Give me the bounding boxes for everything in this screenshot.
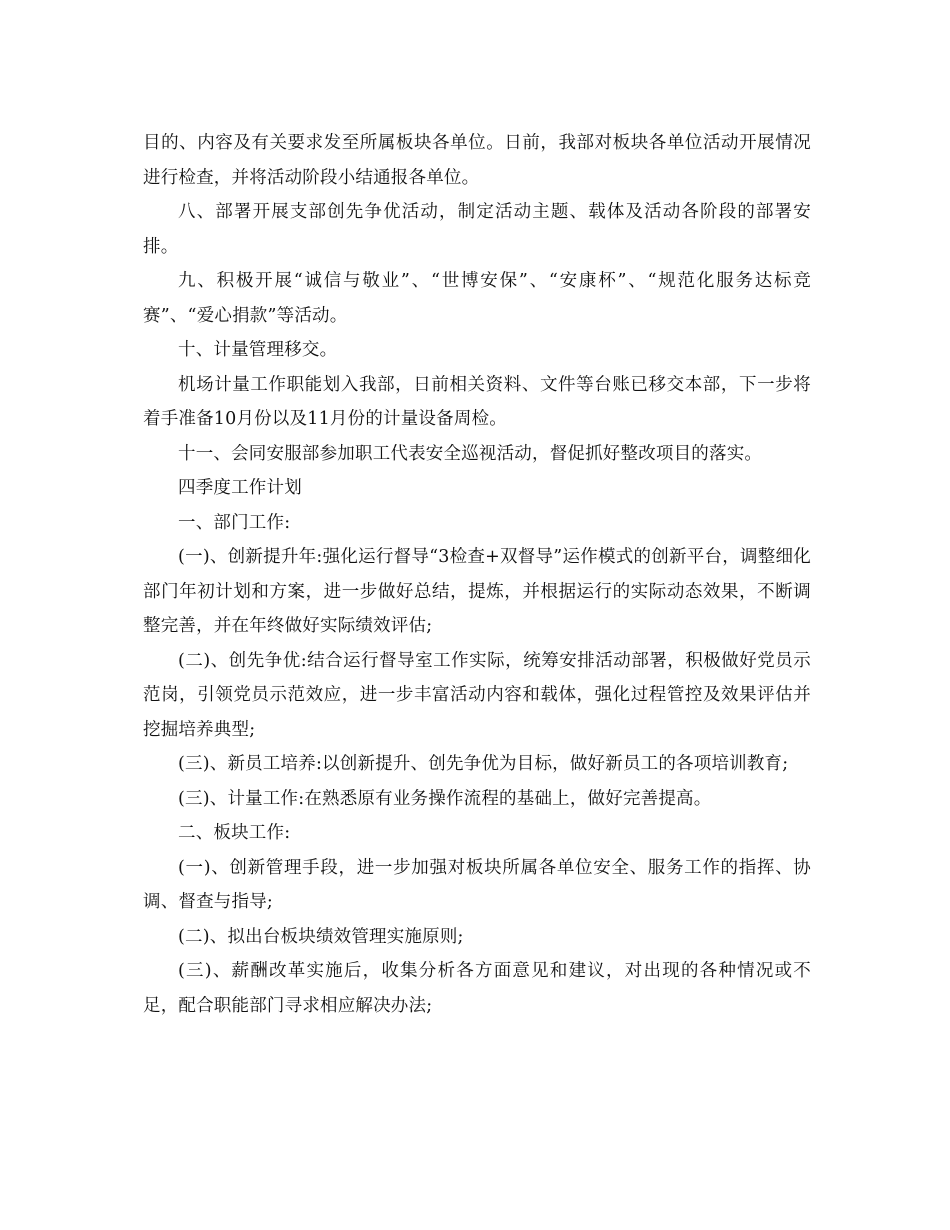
paragraph-item-9: 九、积极开展“诚信与敬业”、“世博安保”、“安康杯”、“规范化服务达标竞赛”、“爱心捐款”等活动。 [143,271,811,326]
paragraph-item-8: 八、部署开展支部创先争优活动，制定活动主题、载体及活动各阶段的部署安排。 [143,202,811,257]
section-heading-q4-plan: 四季度工作计划 [178,478,302,498]
paragraph-sector-1: (一)、创新管理手段，进一步加强对板块所属各单位安全、服务工作的指挥、协调、督查与指导; [143,857,811,912]
document-body [143,126,811,1023]
paragraph-dept-2: (二)、创先争优:结合运行督导室工作实际，统筹安排活动部署，积极做好党员示范岗，引领党员示范效应，进一步丰富活动内容和载体，强化过程管控及效果评估并挖掘培养典型; [143,650,811,740]
paragraph-continuation: 目的、内容及有关要求发至所属板块各单位。日前，我部对板块各单位活动开展情况进行检查，并将活动阶段小结通报各单位。 [143,133,811,188]
paragraph-item-10: 十、计量管理移交。 [178,340,338,360]
paragraph-sector-2: (二)、拟出台板块绩效管理实施原则; [178,926,464,947]
subheading-department-work: 一、部门工作: [178,512,291,533]
paragraph-sector-3: (三)、薪酬改革实施后，收集分析各方面意见和建议，对出现的各种情况或不足，配合职能部门寻求相应解决办法; [143,961,811,1016]
paragraph-metering-transfer: 机场计量工作职能划入我部，日前相关资料、文件等台账已移交本部，下一步将着手准备10月份以及11月份的计量设备周检。 [143,374,811,429]
paragraph-dept-3b: (三)、计量工作:在熟悉原有业务操作流程的基础上，做好完善提高。 [178,788,712,809]
paragraph-item-11: 十一、会同安服部参加职工代表安全巡视活动，督促抓好整改项目的落实。 [178,443,763,464]
paragraph-dept-1: (一)、创新提升年:强化运行督导“3检查+双督导”运作模式的创新平台，调整细化部门年初计划和方案，进一步做好总结，提炼，并根据运行的实际动态效果，不断调整完善，并在年终做好实际绩效评估; [143,547,811,636]
subheading-sector-work: 二、板块工作: [178,823,291,843]
paragraph-dept-3: (三)、新员工培养:以创新提升、创先争优为目标，做好新员工的各项培训教育; [178,754,789,774]
